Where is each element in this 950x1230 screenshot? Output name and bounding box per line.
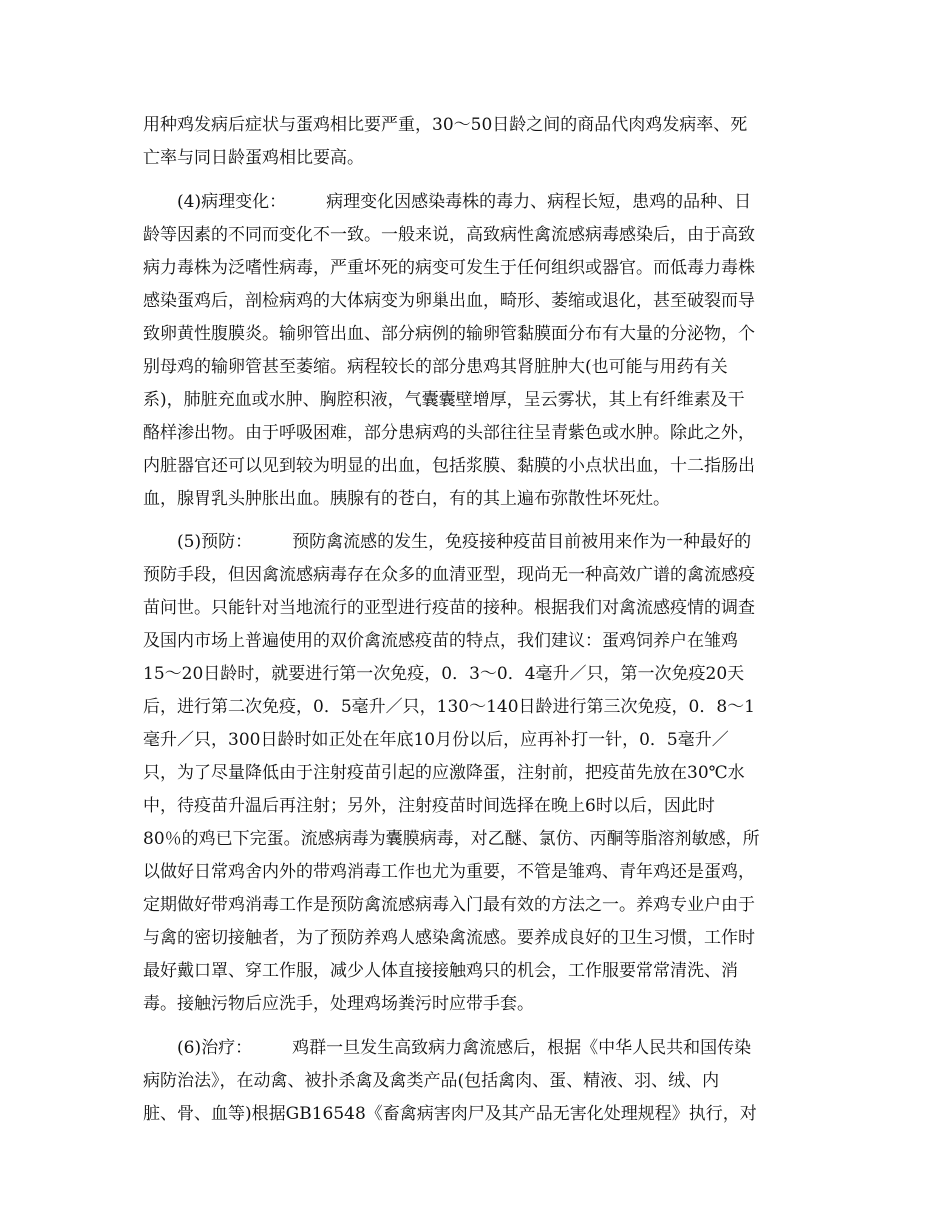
text-line: 以做好日常鸡舍内外的带鸡消毒工作也尤为重要，不管是雏鸡、青年鸡还是蛋鸡， [143, 862, 755, 882]
text-line: 苗问世。只能针对当地流行的亚型进行疫苗的接种。根据我们对禽流感疫情的调查 [143, 598, 755, 618]
text-line: 病力毒株为泛嗜性病毒，严重坏死的病变可发生于任何组织或器官。而低毒力毒株 [143, 258, 755, 278]
section-heading-prevention: (5)预防： [177, 532, 253, 552]
text-line: 后，进行第二次免疫，0．5毫升／只，130～140日龄进行第三次免疫，0．8～1 [143, 697, 755, 717]
text-line: 预防禽流感的发生，免疫接种疫苗目前被用来作为一种最好的 [292, 532, 752, 552]
text-line: 定期做好带鸡消毒工作是预防禽流感病毒入门最有效的方法之一。养鸡专业户由于 [143, 895, 755, 915]
section-heading-pathology: (4)病理变化： [177, 192, 287, 212]
text-line: 毒。接触污物后应洗手，处理鸡场粪污时应带手套。 [143, 994, 534, 1014]
text-line: 毫升／只，300日龄时如正处在年底10月份以后，应再补打一针，0．5毫升／ [143, 730, 729, 750]
text-line: 及国内市场上普遍使用的双价禽流感疫苗的特点，我们建议：蛋鸡饲养户在雏鸡 [143, 631, 738, 651]
text-line: 用种鸡发病后症状与蛋鸡相比要严重，30～50日龄之间的商品代肉鸡发病率、死 [143, 115, 748, 135]
text-line: 龄等因素的不同而变化不一致。一般来说，高致病性禽流感病毒感染后，由于高致 [143, 225, 755, 245]
text-line-first [143, 186, 808, 219]
text-line-first [143, 526, 808, 559]
paragraph-continuation [143, 109, 808, 175]
text-line: 感染蛋鸡后，剖检病鸡的大体病变为卵巢出血，畸形、萎缩或退化，甚至破裂而导 [143, 291, 755, 311]
text-line: 80％的鸡已下完蛋。流感病毒为囊膜病毒，对乙醚、氯仿、丙酮等脂溶剂敏感，所 [143, 829, 760, 849]
text-line: 脏、骨、血等)根据GB16548《畜禽病害肉尸及其产品无害化处理规程》执行，对 [143, 1104, 757, 1124]
text-line: 预防手段，但因禽流感病毒存在众多的血清亚型，现尚无一种高效广谱的禽流感疫 [143, 565, 755, 585]
paragraph-pathology [143, 186, 808, 516]
text-line: 亡率与同日龄蛋鸡相比要高。 [143, 148, 364, 168]
text-line: 致卵黄性腹膜炎。输卵管出血、部分病例的输卵管黏膜面分布有大量的分泌物，个 [143, 324, 755, 344]
paragraph-prevention [143, 526, 808, 1021]
text-line: 酪样渗出物。由于呼吸困难，部分患病鸡的头部往往呈青紫色或水肿。除此之外， [143, 423, 755, 443]
text-line: 别母鸡的输卵管甚至萎缩。病程较长的部分患鸡其肾脏肿大(也可能与用药有关 [143, 357, 728, 377]
text-line: 病防治法》，在动禽、被扑杀禽及禽类产品(包括禽肉、蛋、精液、羽、绒、内 [143, 1071, 720, 1091]
text-line: 病理变化因感染毒株的毒力、病程长短，患鸡的品种、日 [326, 192, 752, 212]
text-line: 最好戴口罩、穿工作服，减少人体直接接触鸡只的机会，工作服要常常清洗、消 [143, 961, 738, 981]
text-line: 内脏器官还可以见到较为明显的出血，包括浆膜、黏膜的小点状出血，十二指肠出 [143, 456, 755, 476]
paragraph-treatment [143, 1032, 808, 1131]
text-line: 系)，肺脏充血或水肿、胸腔积液，气囊囊壁增厚，呈云雾状，其上有纤维素及干 [143, 390, 745, 410]
text-line: 只，为了尽量降低由于注射疫苗引起的应激降蛋，注射前，把疫苗先放在30℃水 [143, 763, 745, 783]
section-heading-treatment: (6)治疗： [177, 1038, 253, 1058]
text-line: 血，腺胃乳头肿胀出血。胰腺有的苍白，有的其上遍布弥散性坏死灶。 [143, 489, 670, 509]
text-line-first [143, 1032, 808, 1065]
text-line: 鸡群一旦发生高致病力禽流感后，根据《中华人民共和国传染 [292, 1038, 752, 1058]
text-line: 15～20日龄时，就要进行第一次免疫，0．3～0．4毫升／只，第一次免疫20天 [143, 664, 745, 684]
text-line: 与禽的密切接触者，为了预防养鸡人感染禽流感。要养成良好的卫生习惯，工作时 [143, 928, 755, 948]
text-line: 中，待疫苗升温后再注射；另外，注射疫苗时间选择在晚上6时以后，因此时 [143, 796, 715, 816]
